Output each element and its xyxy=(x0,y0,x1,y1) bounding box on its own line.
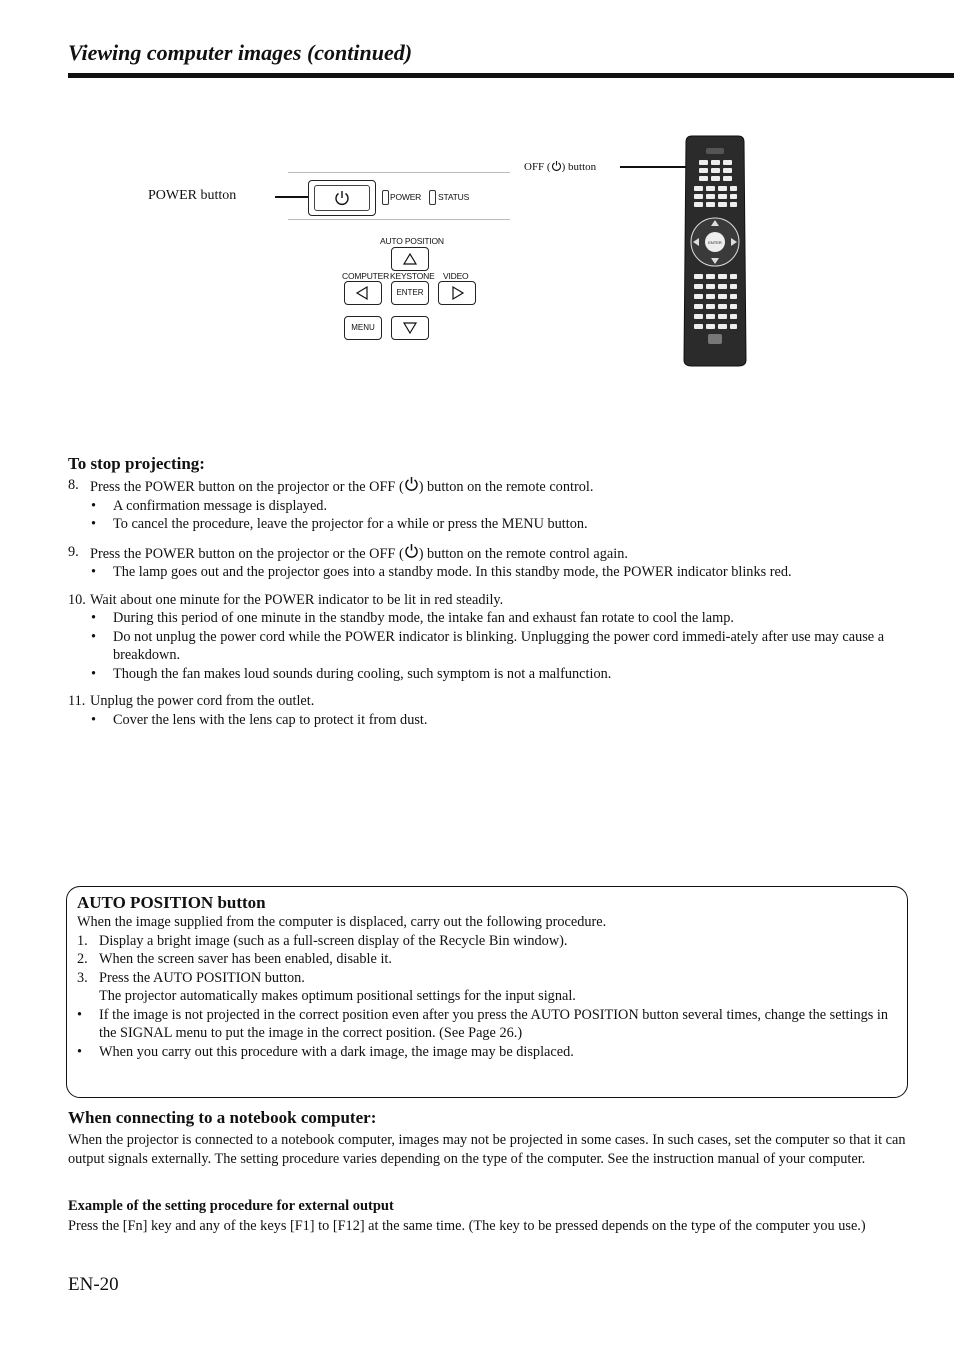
list-marker: 3. xyxy=(77,969,88,986)
notebook-heading: When connecting to a notebook computer: xyxy=(68,1108,377,1127)
step-text-after: ) button on the remote control. xyxy=(418,479,594,495)
power-indicator-lamp xyxy=(382,190,389,205)
list-text: When you carry out this procedure with a dark image, the image may be displaced. xyxy=(99,1043,574,1060)
off-callout-prefix: OFF ( xyxy=(524,161,551,173)
notebook-paragraph: When the projector is connected to a notebook computer, images may not be projected in some cases. In such cases, set the computer so that it can output signals externally. The setting procedure varies depending on the type of the computer. See the instruction manual of your computer. xyxy=(68,1132,906,1167)
bullet-item: • During this period of one minute in the standby mode, the intake fan and exhaust fan rotate to cool the lamp. xyxy=(113,609,918,628)
bullet-item: • The lamp goes out and the projector goes into a standby mode. In this standby mode, the POWER indicator blinks red. xyxy=(113,563,918,582)
list-item xyxy=(77,932,893,951)
auto-position-heading: AUTO POSITION button xyxy=(77,893,266,912)
bullet-item: • Cover the lens with the lens cap to protect it from dust. xyxy=(113,711,918,730)
status-indicator-label: STATUS xyxy=(438,192,470,202)
list-item xyxy=(99,987,893,1006)
step-8-bullets xyxy=(68,497,918,534)
step-text-before: Press the POWER button on the projector or the OFF ( xyxy=(90,479,404,495)
list-text: Display a bright image (such as a full-screen display of the Recycle Bin window). xyxy=(99,932,568,949)
list-item xyxy=(77,950,893,969)
computer-label: COMPUTER xyxy=(342,271,390,281)
step-9-bullets xyxy=(68,563,918,582)
step-11-bullets xyxy=(68,711,918,730)
video-label: VIDEO xyxy=(443,271,469,281)
step-number: 8. xyxy=(68,477,79,493)
menu-label: MENU xyxy=(351,323,375,332)
power-icon xyxy=(315,186,369,210)
step-10-bullets xyxy=(68,609,918,683)
stop-heading: To stop projecting: xyxy=(68,454,205,473)
step-text-before: Press the POWER button on the projector or the OFF ( xyxy=(90,545,404,562)
bullet-item: • Though the fan makes loud sounds during cooling, such symptom is not a malfunction. xyxy=(113,665,918,684)
up-triangle-icon xyxy=(392,248,428,270)
step-text: Wait about one minute for the POWER indicator to be lit in red steadily. xyxy=(90,591,504,608)
list-marker: • xyxy=(77,1006,83,1023)
list-item xyxy=(77,1043,893,1062)
list-text: Press the AUTO POSITION button. xyxy=(99,969,305,986)
panel-power-button[interactable] xyxy=(314,185,370,211)
step-text-after: ) button on the remote control again. xyxy=(418,545,628,562)
stop-steps xyxy=(68,476,918,729)
auto-position-list xyxy=(77,932,893,1062)
step-8 xyxy=(68,476,918,497)
panel-edge-bottom xyxy=(288,219,510,220)
keystone-label: KEYSTONE xyxy=(390,271,435,281)
auto-position-note-box xyxy=(66,886,908,1098)
off-button-callout xyxy=(524,160,596,173)
power-icon xyxy=(404,543,419,559)
list-item xyxy=(77,969,893,988)
step-text: Unplug the power cord from the outlet. xyxy=(90,693,315,709)
auto-position-label: AUTO POSITION xyxy=(380,236,444,246)
auto-position-intro: When the image supplied from the computer is displaced, carry out the following procedure. xyxy=(77,914,607,930)
power-icon xyxy=(551,160,562,171)
menu-button[interactable] xyxy=(344,316,382,340)
off-callout-suffix: ) button xyxy=(561,161,597,173)
list-text: If the image is not projected in the correct position even after you press the AUTO POSITION button several times, change the settings in the SIGNAL menu to put the image in the correct position. (See Page 26.) xyxy=(99,1006,889,1041)
notebook-example: Press the [Fn] key and any of the keys [F1] to [F12] at the same time. (The key to be pressed depends on the type of the computer you use.) xyxy=(68,1218,866,1234)
bullet-item: • To cancel the procedure, leave the projector for a while or press the MENU button. xyxy=(113,515,918,534)
power-button-callout: POWER button xyxy=(148,188,237,203)
step-10 xyxy=(68,591,918,610)
panel-power-button-frame xyxy=(308,180,376,216)
auto-position-button[interactable] xyxy=(391,247,429,271)
panel-edge-top xyxy=(288,172,510,173)
step-11 xyxy=(68,692,918,711)
remote-enter-label: ENTER xyxy=(708,240,722,245)
right-triangle-icon xyxy=(439,282,475,304)
list-marker: 2. xyxy=(77,951,88,967)
status-indicator-lamp xyxy=(429,190,436,205)
step-number: 11. xyxy=(68,693,86,709)
list-item xyxy=(77,1006,893,1043)
power-icon xyxy=(404,476,419,492)
notebook-subheading: Example of the setting procedure for external output xyxy=(68,1198,394,1214)
power-indicator-label: POWER xyxy=(390,192,422,202)
bullet-item: • A confirmation message is displayed. xyxy=(113,497,918,516)
remote-control-illustration xyxy=(680,134,750,370)
step-number: 9. xyxy=(68,543,79,560)
bullet-item: • Do not unplug the power cord while the POWER indicator is blinking. Unplugging the power cord immedi-ately after use may cause a breakdown. xyxy=(113,628,918,665)
step-9 xyxy=(68,543,918,564)
list-marker: • xyxy=(77,1043,83,1060)
down-button[interactable] xyxy=(391,316,429,340)
list-text: The projector automatically makes optimum positional settings for the input signal. xyxy=(99,988,576,1004)
page-number: EN-20 xyxy=(68,1274,119,1295)
computer-button[interactable] xyxy=(344,281,382,305)
left-triangle-icon xyxy=(345,282,381,304)
header-rule xyxy=(68,73,954,78)
list-marker: 1. xyxy=(77,932,88,949)
page-title: Viewing computer images (continued) xyxy=(68,40,413,65)
enter-label: ENTER xyxy=(396,288,424,297)
down-triangle-icon xyxy=(392,317,428,339)
keystone-enter-button[interactable] xyxy=(391,281,429,305)
video-button[interactable] xyxy=(438,281,476,305)
step-number: 10. xyxy=(68,591,86,608)
list-text: When the screen saver has been enabled, disable it. xyxy=(99,951,392,967)
